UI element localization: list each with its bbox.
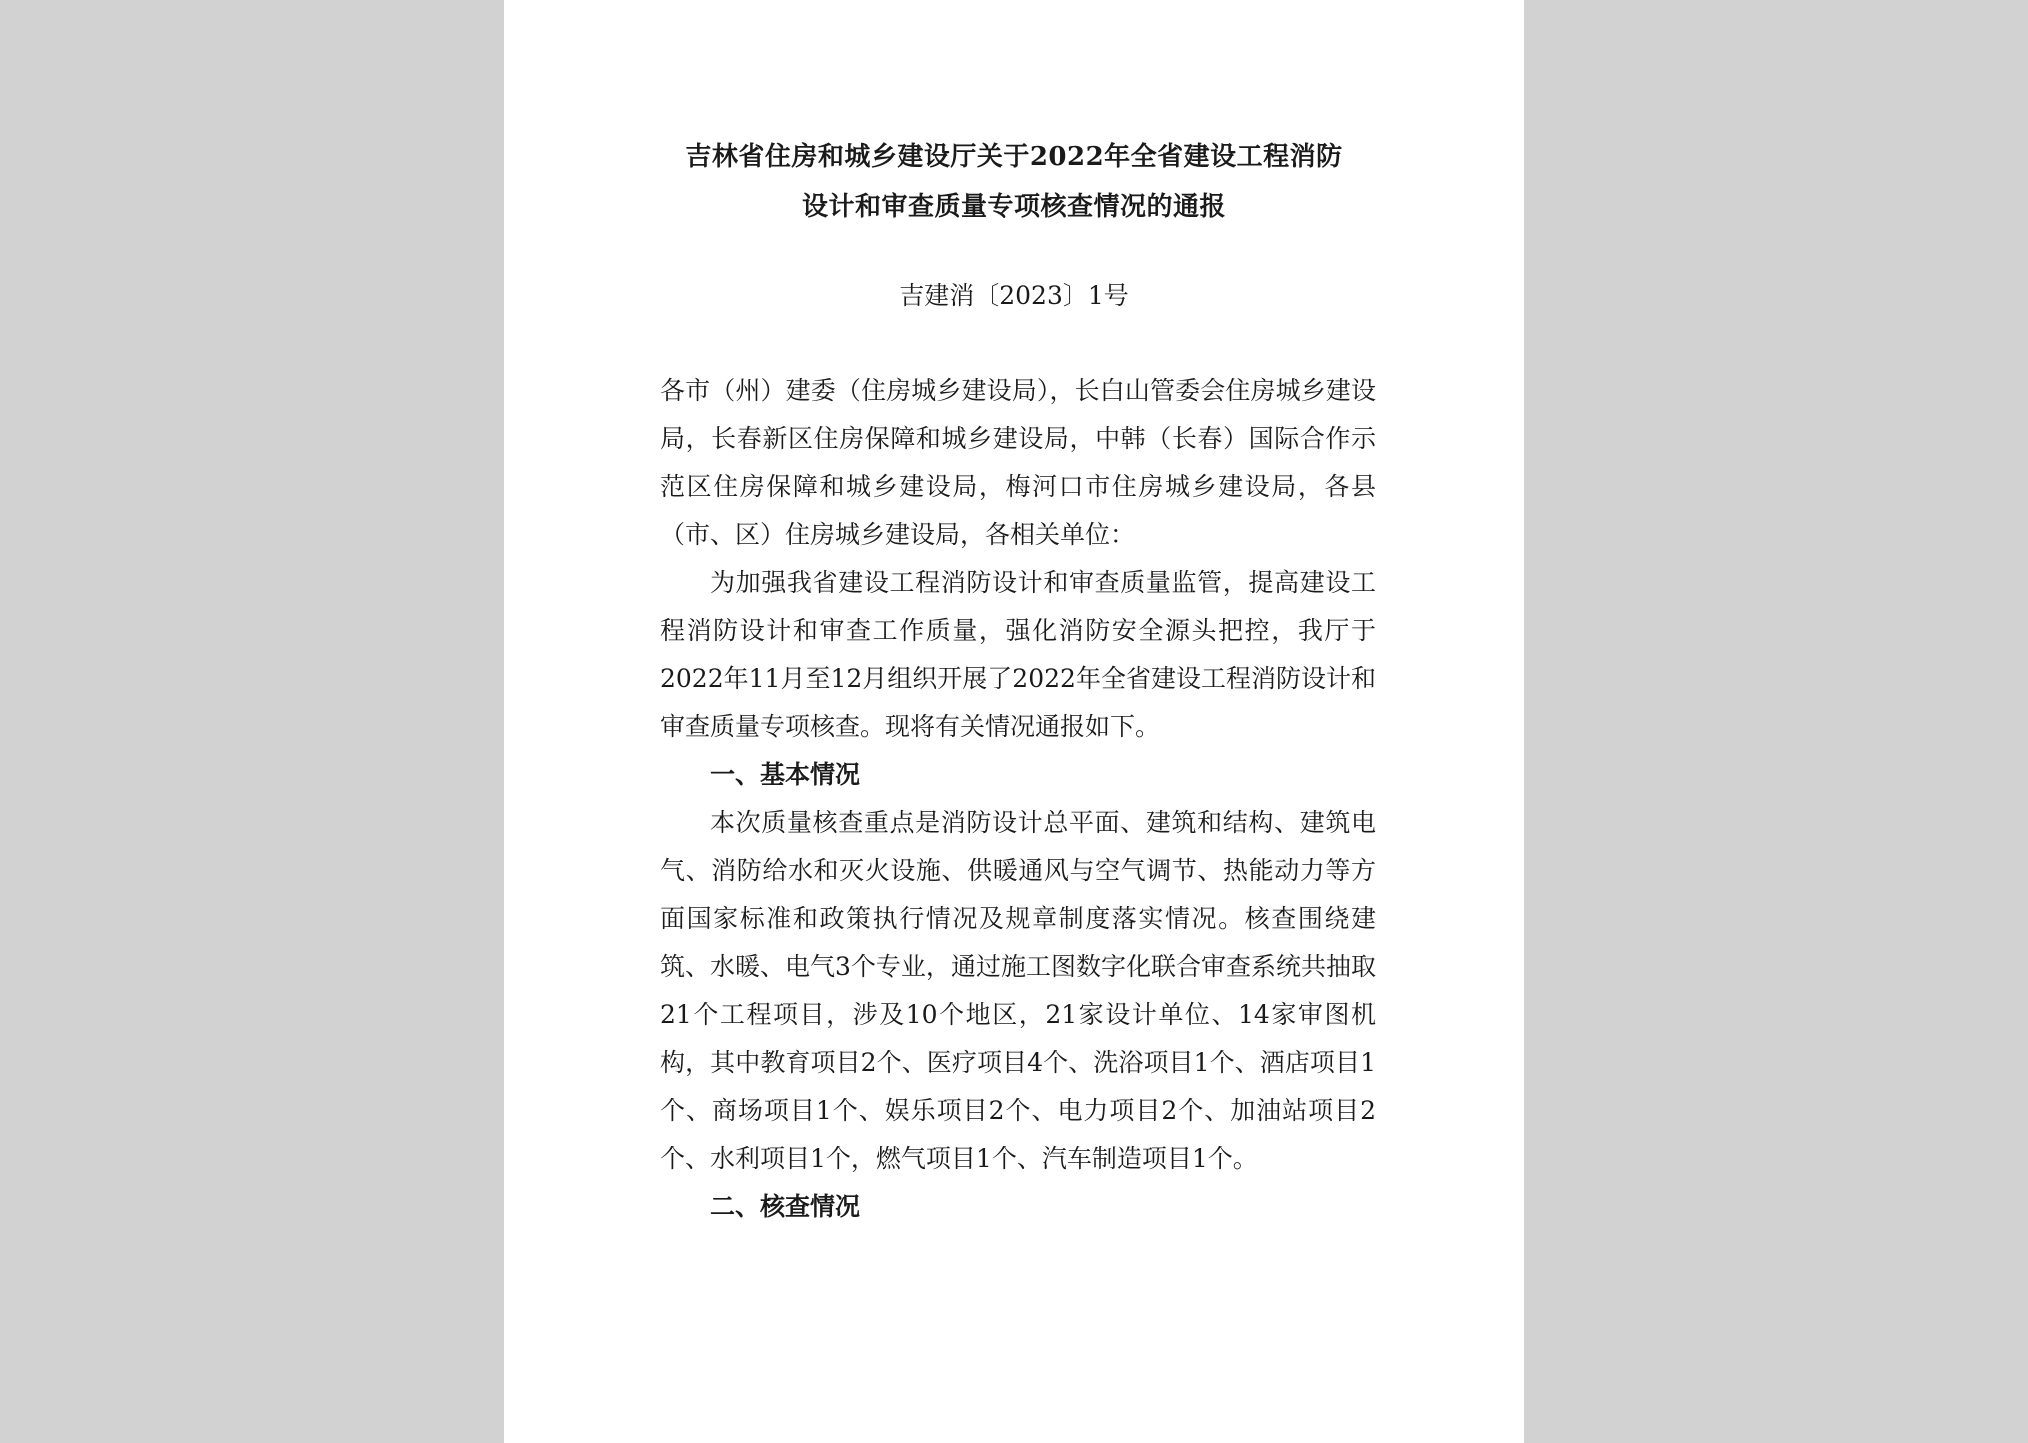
document-title (504, 132, 1524, 232)
section-paragraph-basic-info: 本次质量核查重点是消防设计总平面、建筑和结构、建筑电气、消防给水和灭火设施、供暖通风与空气调节、热能动力等方面国家标准和政策执行情况及规章制度落实情况。核查围绕建筑、水暖、电气3个专业，通过施工图数字化联合审查系统共抽取21个工程项目，涉及10个地区，21家设计单位、14家审图机构，其中教育项目2个、医疗项目4个、洗浴项目1个、酒店项目1个、商场项目1个、娱乐项目2个、电力项目2个、加油站项目2个、水利项目1个，燃气项目1个、汽车制造项目1个。 (660, 808, 1376, 1173)
section-heading-inspection: 二、核查情况 (710, 1192, 861, 1221)
document-number: 吉建消〔2023〕1号 (899, 281, 1129, 310)
document-page (504, 0, 1524, 1443)
section-heading-basic-info: 一、基本情况 (710, 760, 861, 789)
document-body (660, 367, 1376, 1231)
title-line-1: 吉林省住房和城乡建设厅关于2022年全省建设工程消防 (685, 142, 1343, 172)
salutation-paragraph: 各市（州）建委（住房城乡建设局），长白山管委会住房城乡建设局，长春新区住房保障和城乡建设局，中韩（长春）国际合作示范区住房保障和城乡建设局，梅河口市住房城乡建设局，各县（市、区）住房城乡建设局，各相关单位： (660, 376, 1376, 549)
intro-paragraph: 为加强我省建设工程消防设计和审查质量监管，提高建设工程消防设计和审查工作质量，强化消防安全源头把控，我厅于2022年11月至12月组织开展了2022年全省建设工程消防设计和审查质量专项核查。现将有关情况通报如下。 (660, 568, 1376, 741)
title-line-2: 设计和审查质量专项核查情况的通报 (801, 192, 1226, 222)
